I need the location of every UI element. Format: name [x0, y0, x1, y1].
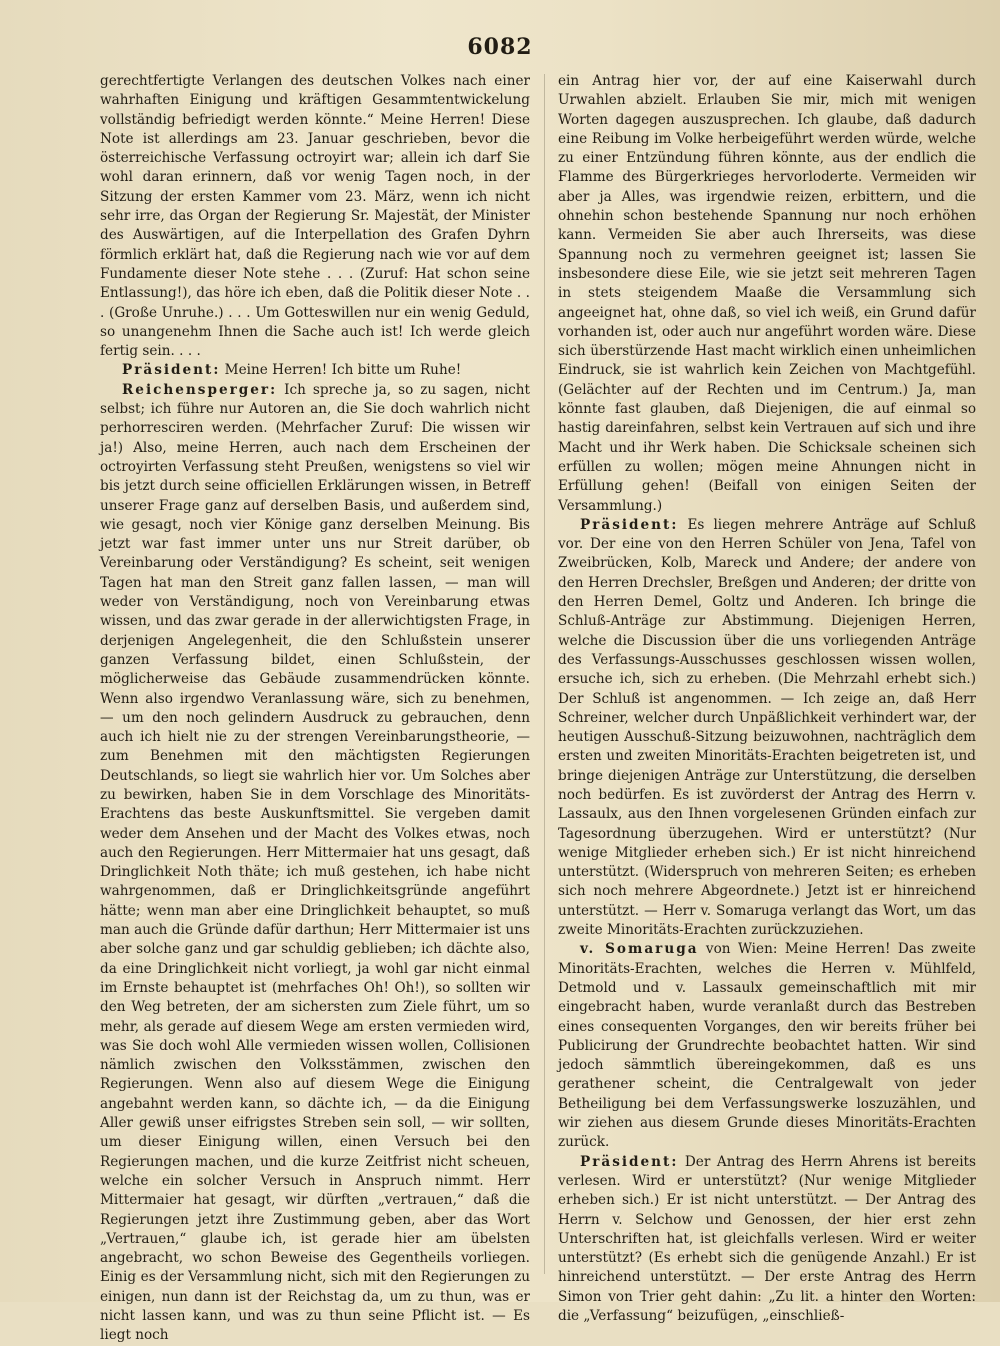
- speaker-label: Präsident:: [580, 1153, 679, 1170]
- paragraph: [558, 72, 976, 516]
- paragraph-text: von Wien: Meine Herren! Das zweite Minoritäts-Erachten, welches die Herren v. Mühlfeld, Detmold und v. Lassaulx gemeinschaftlich mit mir eingebracht haben, wurde veranlaßt durch das Bestreben eines consequenten Vorganges, den wir bereits früher bei Publicirung der Grundrechte beobachtet hatten. Wir sind jedoch sämmtlich übereingekommen, daß es uns gerathener scheint, die Centralgewalt von jeder Betheiligung bei dem Verfassungswerke loszuzählen, und wir ziehen aus diesem Grunde dieses Minoritäts-Erachten zurück.: [558, 941, 976, 1151]
- paragraph: [558, 1153, 976, 1327]
- paragraph-text: gerechtfertigte Verlangen des deutschen Volkes nach einer wahrhaften Einigung und kräftigen Gesammtentwickelung vollständig befriedigt werden könnte.“ Meine Herren! Diese Note ist allerdings am 23. Januar geschrieben, bevor die österreichische Verfassung octroyirt war; allein ich darf Sie wohl daran erinnern, daß vor wenig Tagen noch, in der Sitzung der ersten Kammer vom 23. März, wenn ich nicht sehr irre, das Organ der Regierung Sr. Majestät, der Minister des Auswärtigen, auf die Interpellation des Grafen Dyhrn förmlich erklärt hat, daß die Regierung nach wie vor auf dem Fundamente dieser Note stehe . . . (Zuruf: Hat schon seine Entlassung!), das höre ich eben, daß die Politik dieser Note . . . (Große Unruhe.) . . . Um Gotteswillen nur ein wenig Geduld, so unangenehm Ihnen die Sache auch ist! Ich werde gleich fertig sein. . . .: [100, 73, 530, 360]
- paragraph: [100, 381, 530, 1346]
- paragraph: [100, 72, 530, 361]
- paragraph-text: Meine Herren! Ich bitte um Ruhe!: [224, 362, 462, 379]
- right-column: [558, 72, 976, 1324]
- paragraph: [558, 516, 976, 941]
- speaker-label: Präsident:: [580, 516, 679, 533]
- left-column: [100, 72, 530, 1344]
- speaker-label: v. Somaruga: [580, 941, 699, 958]
- column-divider: [544, 74, 545, 1274]
- speaker-label: Reichensperger:: [122, 381, 278, 398]
- paragraph-text: Ich spreche ja, so zu sagen, nicht selbst; ich führe nur Autoren an, die Sie doch wahrlich nicht perhorresciren werden. (Mehrfacher Zuruf: Die wissen wir ja!) Also, meine Herren, auch nach dem Erscheinen der octroyirten Verfassung steht Preußen, wenigstens so viel wir bis jetzt durch seine officiellen Erklärungen wissen, in Betreff unserer Frage ganz auf derselben Basis, und außerdem sind, wie gesagt, noch vier Könige ganz derselben Meinung. Bis jetzt war fast immer unter uns nur Streit darüber, ob Vereinbarung oder Verständigung? Es scheint, seit wenigen Tagen hat man den Streit ganz fallen lassen, — man will weder von Verständigung, noch von Vereinbarung etwas wissen, und das zwar gerade in der allerwichtigsten Frage, in derjenigen Angelegenheit, die den Schlußstein unserer ganzen Verfassung bildet, einen Schlußstein, der möglicherweise das Gebäude zusammendrücken könnte. Wenn also irgendwo Veranlassung wäre, sich zu benehmen, — um den noch gelindern Ausdruck zu gebrauchen, denn auch ich hielt nie zu der strengen Vereinbarungstheorie, — zum Benehmen mit den mächtigsten Regierungen Deutschlands, so liegt sie wahrlich hier vor. Um Solches aber zu bewirken, haben Sie in dem Vorschlage des Minoritäts-Erachtens das beste Auskunftsmittel. Sie vergeben damit weder dem Ansehen und der Macht des Volkes etwas, noch auch den Regierungen. Herr Mittermaier hat uns gesagt, daß Dringlichkeit Noth thäte; ich muß gestehen, ich habe nicht wahrgenommen, daß er Dringlichkeitsgründe angeführt hätte; wenn man aber eine Dringlichkeit behauptet, so muß man auch die Gründe dafür darthun; Herr Mittermaier ist uns aber solche ganz und gar schuldig geblieben; ich dächte also, da eine Dringlichkeit nicht vorliegt, ja wohl gar nicht einmal im Ernste behauptet ist (mehrfaches Oh! Oh!), so sollten wir den Weg betreten, der am sichersten zum Ziele führt, um so mehr, als gerade auf diesem Wege am ersten vermieden wird, was Sie doch wohl Alle vermieden wissen wollen, Collisionen nämlich zwischen den Volksstämmen, zwischen den Regierungen. Wenn also auf diesem Wege die Einigung angebahnt werden kann, so dächte ich, — da die Einigung Aller gewiß unser eifrigstes Streben sein soll, — wir sollten, um dieser Einigung willen, einen Versuch bei den Regierungen machen, und die kurze Zeitfrist nicht scheuen, welche ein solcher Versuch in Anspruch nimmt. Herr Mittermaier hat gesagt, wir dürften „vertrauen,“ daß die Regierungen jetzt ihre Zustimmung geben, aber das Wort „Vertrauen,“ glaube ich, ist gerade hier am übelsten angebracht, wo schon Beweise des Gegentheils vorliegen. Einig es der Versammlung nicht, sich mit den Regierungen zu einigen, nun dann ist der Reichstag da, um zu thun, was er nicht lassen kann, und was zu thun seine Pflicht ist. — Es liegt noch: [100, 381, 530, 1344]
- paragraph: [100, 361, 530, 380]
- page-number: 6082: [467, 34, 533, 60]
- paragraph-text: Der Antrag des Herrn Ahrens ist bereits verlesen. Wird er unterstützt? (Nur wenige Mitglieder erheben sich.) Er ist nicht unterstützt. — Der Antrag des Herrn v. Selchow und Genossen, der hier erst zehn Unterschriften hat, ist gleichfalls verlesen. Wird er weiter unterstützt? (Es erhebt sich die genügende Anzahl.) Er ist hinreichend unterstützt. — Der erste Antrag des Herrn Simon von Trier geht dahin: „Zu lit. a hinter den Worten: die „Verfassung“ beizufügen, „einschließ-: [558, 1153, 976, 1324]
- paragraph-text: ein Antrag hier vor, der auf eine Kaiserwahl durch Urwahlen abzielt. Erlauben Sie mir, mich mit wenigen Worten dagegen auszusprechen. Ich glaube, daß dadurch eine Reibung im Volke herbeigeführt werden würde, welche zu einer Entzündung führen könnte, aus der endlich die Flamme des Bürgerkrieges hervorloderte. Vermeiden wir aber ja Alles, was irgendwie reizen, erbittern, und die ohnehin schon bestehende Spannung nur noch erhöhen kann. Vermeiden Sie aber auch Ihrerseits, was diese Spannung noch zu vermehren geeignet ist; lassen Sie insbesondere diese Eile, wie sie jetzt seit mehreren Tagen in stets steigendem Maaße die Versammlung sich angeeignet hat, ohne daß, so viel ich weiß, ein Grund dafür vorhanden ist, oder auch nur angeführt worden wäre. Diese sich überstürzende Hast macht wirklich einen unheimlichen Eindruck, sie ist wahrlich kein Zeichen von Machtgefühl. (Gelächter auf der Rechten und im Centrum.) Ja, man könnte fast glauben, daß Diejenigen, die auf einmal so hastig dareinfahren, selbst kein Vertrauen auf sich und ihre Macht und ihr Werk haben. Die Schicksale scheinen sich erfüllen zu wollen; mögen meine Ahnungen nicht in Erfüllung gehen! (Beifall von einigen Seiten der Versammlung.): [558, 73, 976, 514]
- paragraph-text: Es liegen mehrere Anträge auf Schluß vor. Der eine von den Herren Schüler von Jena, Tafel von Zweibrücken, Kolb, Mareck und Andere; der andere von den Herren Drechsler, Breßgen und Anderen; der dritte von den Herren Demel, Goltz und Anderen. Ich bringe die Schluß-Anträge zur Abstimmung. Diejenigen Herren, welche die Discussion über die uns vorliegenden Anträge des Verfassungs-Ausschusses geschlossen wissen wollen, ersuche ich, sich zu erheben. (Die Mehrzahl erhebt sich.) Der Schluß ist angenommen. — Ich zeige an, daß Herr Schreiner, welcher durch Unpäßlichkeit verhindert war, der heutigen Ausschuß-Sitzung beizuwohnen, nachträglich dem ersten und zweiten Minoritäts-Erachten beigetreten ist, und bringe diejenigen Anträge zur Unterstützung, die derselben noch bedürfen. Es ist zuvörderst der Antrag des Herrn v. Lassaulx, aus den Ihnen vorgelesenen Gründen einfach zur Tagesordnung überzugehen. Wird er unterstützt? (Nur wenige Mitglieder erheben sich.) Er ist nicht hinreichend unterstützt. (Widerspruch von mehreren Seiten; es erheben sich noch mehrere Abgeordnete.) Jetzt ist er hinreichend unterstützt. — Herr v. Somaruga verlangt das Wort, um das zweite Minoritäts-Erachten zurückzuziehen.: [558, 516, 976, 939]
- paragraph: [558, 940, 976, 1152]
- speaker-label: Präsident:: [122, 362, 221, 379]
